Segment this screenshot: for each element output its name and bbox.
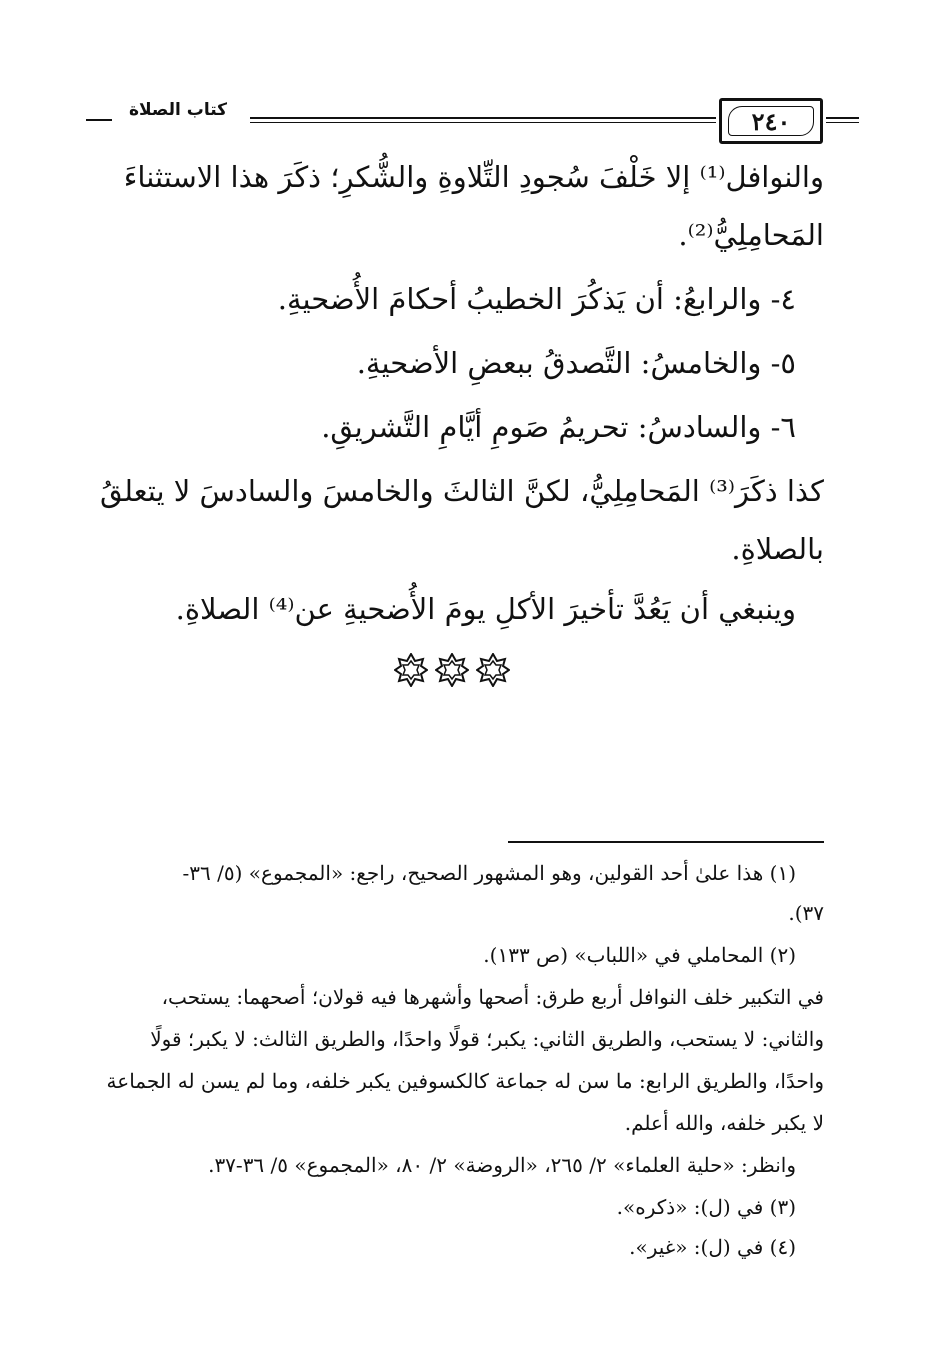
- star-ornament-icon: [394, 653, 428, 687]
- page-number-box: [719, 98, 823, 144]
- footnote-2-comment-line-1: في التكبير خلف النوافل أربع طرق: أصحها وأشهرها فيه قولان؛ أصحهما: يستحب،: [161, 985, 824, 1009]
- footnote-2-comment-line-2: والثاني: لا يستحب، والطريق الثاني: يكبر؛ قولًا واحدًا، والطريق الثالث: لا يكبر؛ قولًا: [150, 1027, 824, 1051]
- footnote-2: (٢) المحاملي في «اللباب» (ص ١٣٣).: [483, 943, 796, 967]
- running-title: كتاب الصلاة: [128, 100, 228, 120]
- footnote-2-comment-line-4: لا يكبر خلفه، والله أعلم.: [624, 1111, 824, 1135]
- header-rule-main-under: [250, 122, 716, 123]
- list-item-6: ٦- والسادسُ: تحريمُ صَومِ أيَّامِ التَّشريقِ.: [321, 410, 796, 444]
- section-divider-ornament: [394, 652, 510, 688]
- page-number: ٢٤٠: [728, 106, 814, 136]
- paragraph-2-line-2: بالصلاةِ.: [731, 532, 824, 566]
- header-rule-main: [250, 117, 716, 119]
- list-item-4: ٤- والرابعُ: أن يَذكُرَ الخطيبُ أحكامَ الأُضحيةِ.: [277, 282, 796, 316]
- footnote-2-comment-line-3: واحدًا، والطريق الرابع: ما سن له جماعة كالكسوفين يكبر خلفه، وما لم يسن له الجماعة: [106, 1069, 824, 1093]
- star-ornament-icon: [435, 653, 469, 687]
- star-ornament-icon: [476, 653, 510, 687]
- list-item-5: ٥- والخامسُ: التَّصدقُ ببعضِ الأضحيةِ.: [356, 346, 796, 380]
- paragraph-1-line-1: والنوافل⁽¹⁾ إلا خَلْفَ سُجودِ التِّلاوةِ والشُّكرِ؛ ذكَرَ هذا الاستثناءَ: [123, 160, 824, 194]
- footnote-3: (٣) في (ل): «ذكره».: [616, 1195, 796, 1219]
- header-rule-left-short: [86, 119, 112, 121]
- paragraph-3: وينبغي أن يَعُدَّ تأخيرَ الأكلِ يومَ الأُضحيةِ عن⁽⁴⁾ الصلاةِ.: [175, 592, 796, 626]
- header-rule-right-under: [826, 122, 859, 123]
- footnote-separator: [508, 841, 824, 843]
- footnote-1-line-2: ٣٧).: [788, 901, 824, 925]
- paragraph-2-line-1: كذا ذكَرَ⁽³⁾ المَحامِلِيُّ، لكنَّ الثالثَ والخامسَ والسادسَ لا يتعلقُ: [99, 474, 824, 508]
- paragraph-1-line-2: المَحامِلِيُّ⁽²⁾.: [678, 218, 824, 252]
- footnote-4: (٤) في (ل): «غير».: [629, 1235, 796, 1259]
- footnote-1-line-1: (١) هذا علىٰ أحد القولين، وهو المشهور الصحيح، راجع: «المجموع» (٥/ ٣٦-: [182, 861, 796, 885]
- header-rule-right: [826, 117, 859, 119]
- footnote-2-reference: وانظر: «حلية العلماء» ٢/ ٢٦٥، «الروضة» ٢/ ٨٠، «المجموع» ٥/ ٣٦-٣٧.: [208, 1153, 796, 1177]
